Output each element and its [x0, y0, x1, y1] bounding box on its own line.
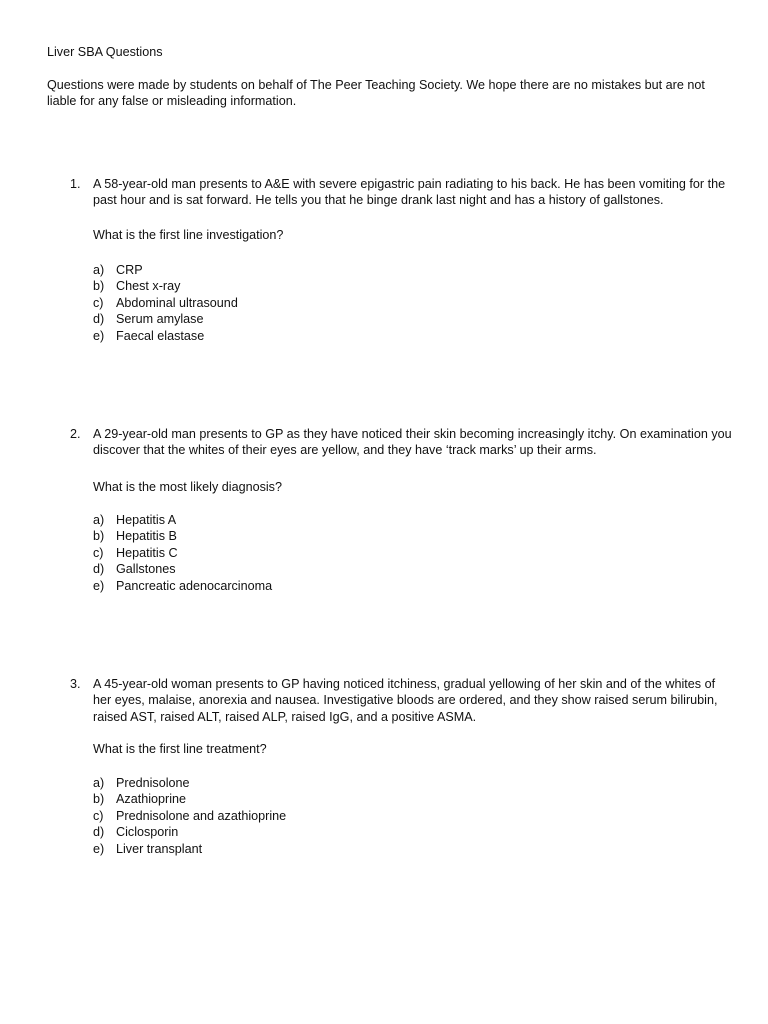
option-item — [93, 278, 733, 294]
option-text: Azathioprine — [116, 792, 187, 807]
option-item — [93, 561, 733, 577]
option-letter: b) — [93, 792, 105, 807]
option-item — [93, 328, 733, 344]
option-item — [93, 545, 733, 561]
option-item — [93, 262, 733, 278]
option-letter: e) — [93, 578, 105, 593]
question-body — [93, 176, 733, 209]
option-letter: a) — [93, 513, 105, 527]
option-item — [93, 295, 733, 311]
option-text: CRP — [116, 263, 143, 277]
question-ask: What is the most likely diagnosis? — [93, 480, 282, 494]
option-text: Ciclosporin — [116, 825, 179, 840]
disclaimer-text: Questions were made by students on behalf of The Peer Teaching Society. We hope there are no mistakes but are not liable for any false or misleading information. — [47, 78, 705, 109]
question-number: 1. — [70, 177, 81, 191]
option-text: Serum amylase — [116, 312, 204, 327]
option-letter: c) — [93, 295, 104, 310]
option-text: Prednisolone and azathioprine — [116, 808, 287, 823]
option-list — [93, 775, 733, 857]
option-letter: d) — [93, 562, 105, 577]
option-text: Prednisolone — [116, 776, 190, 790]
option-text: Hepatitis A — [116, 513, 177, 527]
option-item — [93, 791, 733, 807]
option-item — [93, 775, 733, 791]
question-ask: What is the first line treatment? — [93, 742, 267, 756]
question-number: 2. — [70, 427, 81, 441]
option-item — [93, 512, 733, 528]
question-number: 3. — [70, 677, 81, 691]
option-letter: d) — [93, 825, 105, 840]
question-stem: A 45-year-old woman presents to GP having noticed itchiness, gradual yellowing of her skin and of the whites of her eyes, malaise, anorexia and nausea. Investigative bloods are ordered, and they show raised serum bilirubin, raised AST, raised ALT, raised ALP, raised IgG, and a positive ASMA. — [93, 677, 718, 724]
option-text: Hepatitis C — [116, 545, 178, 560]
option-item — [93, 311, 733, 327]
document-title: Liver SBA Questions — [47, 45, 163, 59]
option-item — [93, 824, 733, 840]
option-letter: e) — [93, 841, 105, 856]
option-item — [93, 841, 733, 857]
option-letter: c) — [93, 545, 104, 560]
option-list — [93, 512, 733, 594]
option-letter: e) — [93, 328, 105, 343]
question-stem: A 29-year-old man presents to GP as they have noticed their skin becoming increasingly itchy. On examination you discover that the whites of their eyes are yellow, and they have ‘track marks’ up their arms. — [93, 427, 732, 458]
option-letter: b) — [93, 279, 105, 294]
option-item — [93, 808, 733, 824]
option-text: Gallstones — [116, 562, 176, 577]
option-letter: a) — [93, 263, 105, 277]
question-ask: What is the first line investigation? — [93, 228, 284, 242]
option-letter: c) — [93, 808, 104, 823]
option-text: Liver transplant — [116, 841, 203, 856]
option-text: Abdominal ultrasound — [116, 295, 238, 310]
question-body — [93, 426, 733, 459]
option-letter: d) — [93, 312, 105, 327]
option-text: Hepatitis B — [116, 529, 177, 544]
option-item — [93, 528, 733, 544]
option-text: Pancreatic adenocarcinoma — [116, 578, 273, 593]
option-list — [93, 262, 733, 344]
option-text: Faecal elastase — [116, 328, 205, 343]
option-text: Chest x-ray — [116, 279, 181, 294]
option-letter: b) — [93, 529, 105, 544]
option-letter: a) — [93, 776, 105, 790]
question-body — [93, 676, 733, 725]
question-stem: A 58-year-old man presents to A&E with severe epigastric pain radiating to his back. He has been vomiting for the past hour and is sat forward. He tells you that he binge drank last night and has a history of gallstones. — [93, 177, 726, 208]
option-item — [93, 578, 733, 594]
